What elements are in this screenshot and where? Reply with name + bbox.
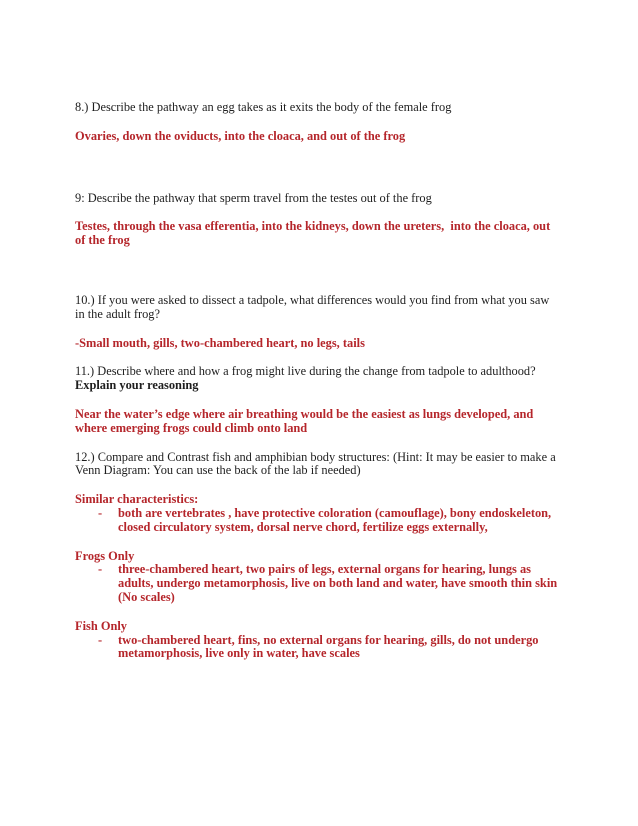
answer-9	[75, 220, 580, 248]
bullet-dash-icon: -	[98, 632, 103, 647]
answer-9-line-1: Testes, through the vasa efferentia, into the kidneys, down the ureters, into the cloaca, out	[75, 219, 551, 234]
question-10	[75, 294, 580, 322]
question-10-line-2: in the adult frog?	[75, 306, 160, 321]
frogs-bullet-line-3: (No scales)	[118, 589, 175, 604]
question-8	[75, 101, 580, 115]
similar-characteristics-bullet-lines	[118, 507, 551, 535]
answer-11-line-1: Near the water’s edge where air breathing would be the easiest as lungs developed, and	[75, 406, 534, 421]
fish-bullet-line-2: metamorphosis, live only in water, have scales	[118, 646, 360, 661]
similar-characteristics-heading-text: Similar characteristics:	[75, 492, 199, 507]
bullet-dash-icon: -	[98, 505, 103, 520]
bullet-dash-icon: -	[98, 562, 103, 577]
answer-8-text: Ovaries, down the oviducts, into the cloaca, and out of the frog	[75, 128, 406, 143]
frogs-bullet-line-2: adults, undergo metamorphosis, live on both land and water, have smooth thin skin	[118, 576, 558, 591]
question-12	[75, 451, 580, 479]
answer-10	[75, 337, 580, 351]
fish-only-bullet	[75, 634, 580, 662]
answer-11	[75, 408, 580, 436]
similar-characteristics-bullet	[75, 507, 580, 535]
answer-11-line-2: where emerging frogs could climb onto land	[75, 420, 308, 435]
answer-10-text: -Small mouth, gills, two-chambered heart, no legs, tails	[75, 335, 365, 350]
question-12-line-2: Venn Diagram: You can use the back of the lab if needed)	[75, 463, 361, 478]
question-9-text: 9: Describe the pathway that sperm travel from the testes out of the frog	[75, 190, 432, 205]
question-11-text: 11.) Describe where and how a frog might live during the change from tadpole to adulthood?	[75, 364, 536, 379]
similar-bullet-line-1: both are vertebrates , have protective coloration (camouflage), bony endoskeleton,	[118, 505, 552, 520]
fish-bullet-line-1: two-chambered heart, fins, no external organs for hearing, gills, do not undergo	[118, 632, 539, 647]
question-8-text: 8.) Describe the pathway an egg takes as it exits the body of the female frog	[75, 100, 452, 114]
question-10-line-1: 10.) If you were asked to dissect a tadpole, what differences would you find from what you saw	[75, 292, 550, 307]
question-12-line-1: 12.) Compare and Contrast fish and amphibian body structures: (Hint: It may be easier to make a	[75, 449, 556, 464]
frogs-only-heading	[75, 550, 580, 564]
fish-only-heading-text: Fish Only	[75, 618, 127, 633]
fish-only-bullet-lines	[118, 634, 538, 662]
similar-characteristics-heading	[75, 493, 580, 507]
frogs-only-bullet-lines	[118, 563, 557, 604]
frogs-bullet-line-1: three-chambered heart, two pairs of legs, external organs for hearing, lungs as	[118, 562, 531, 577]
similar-bullet-line-2: closed circulatory system, dorsal nerve chord, fertilize eggs externally,	[118, 519, 488, 534]
frogs-only-heading-text: Frogs Only	[75, 548, 135, 563]
question-9	[75, 192, 580, 206]
fish-only-heading	[75, 620, 580, 634]
question-11-emphasis: Explain your reasoning	[75, 378, 199, 393]
answer-9-line-2: of the frog	[75, 233, 130, 248]
worksheet-content	[75, 101, 580, 676]
frogs-only-bullet	[75, 563, 580, 604]
question-11	[75, 365, 580, 393]
answer-8	[75, 130, 580, 144]
